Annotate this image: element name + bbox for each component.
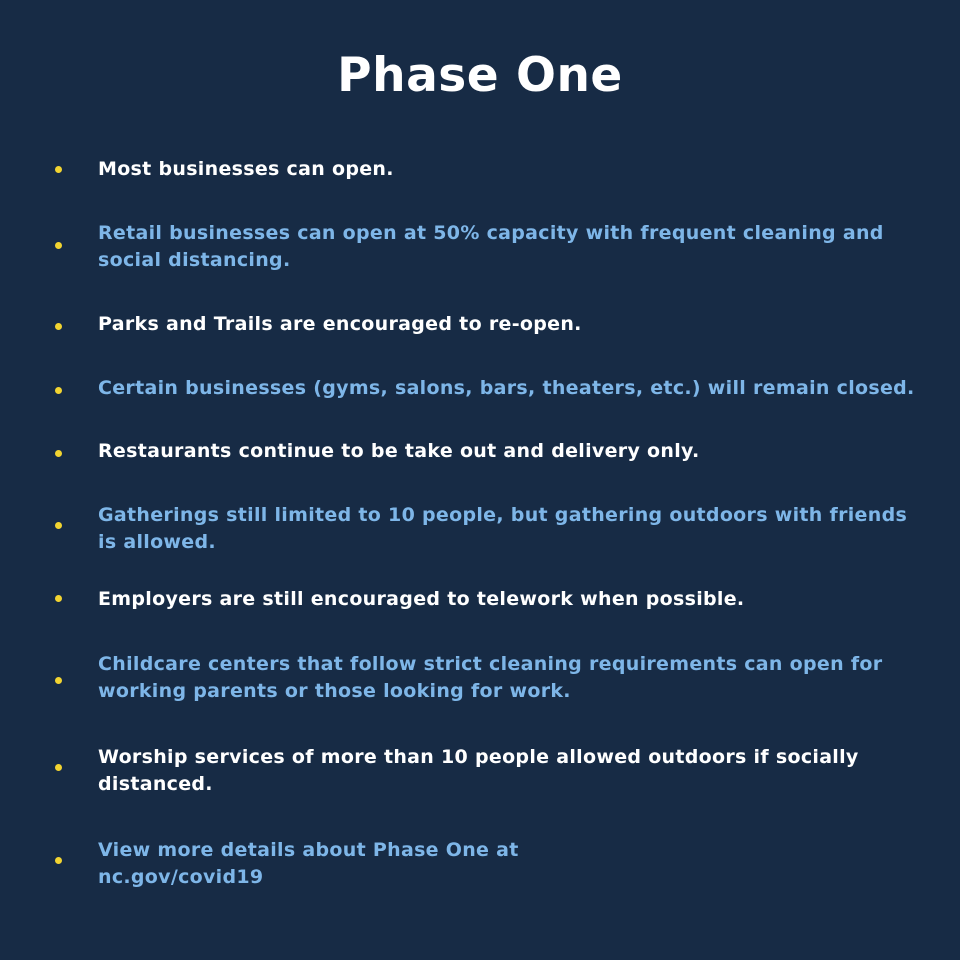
list-item-text — [98, 744, 918, 798]
list-item-text — [98, 311, 918, 338]
list-item-line: Most businesses can open. — [98, 158, 394, 180]
list-item-line: distanced. — [98, 773, 213, 795]
list-item-line: Employers are still encouraged to telework when possible. — [98, 588, 745, 610]
list-item-text — [98, 375, 918, 402]
bullet-icon — [55, 677, 62, 684]
list-item-line: Parks and Trails are encouraged to re-open. — [98, 313, 582, 335]
list-item-text — [98, 156, 918, 183]
list-item-line: View more details about Phase One at — [98, 839, 519, 861]
bullet-icon — [55, 857, 62, 864]
bullet-icon — [55, 387, 62, 394]
list-item-line: Childcare centers that follow strict cleaning requirements can open for — [98, 653, 883, 675]
list-item-line: Restaurants continue to be take out and delivery only. — [98, 440, 700, 462]
page-title: Phase One — [337, 48, 623, 103]
list-item-line: social distancing. — [98, 249, 291, 271]
bullet-icon — [55, 242, 62, 249]
bullet-icon — [55, 522, 62, 529]
list-item-line: working parents or those looking for work. — [98, 680, 571, 702]
list-item-text — [98, 586, 918, 613]
list-item-line: nc.gov/covid19 — [98, 866, 264, 888]
bullet-icon — [55, 764, 62, 771]
list-item-line: Certain businesses (gyms, salons, bars, theaters, etc.) will remain closed. — [98, 377, 915, 399]
bullet-icon — [55, 323, 62, 330]
bullet-icon — [55, 166, 62, 173]
list-item-text — [98, 837, 918, 891]
list-item-line: Gatherings still limited to 10 people, but gathering outdoors with friends — [98, 504, 908, 526]
bullet-icon — [55, 595, 62, 602]
list-item-text — [98, 438, 918, 465]
list-item-line: is allowed. — [98, 531, 216, 553]
list-item-text — [98, 651, 918, 705]
bullet-icon — [55, 450, 62, 457]
list-item-text — [98, 502, 918, 556]
list-item-line: Worship services of more than 10 people allowed outdoors if socially — [98, 746, 859, 768]
list-item-line: Retail businesses can open at 50% capacity with frequent cleaning and — [98, 222, 884, 244]
list-item-text — [98, 220, 918, 274]
